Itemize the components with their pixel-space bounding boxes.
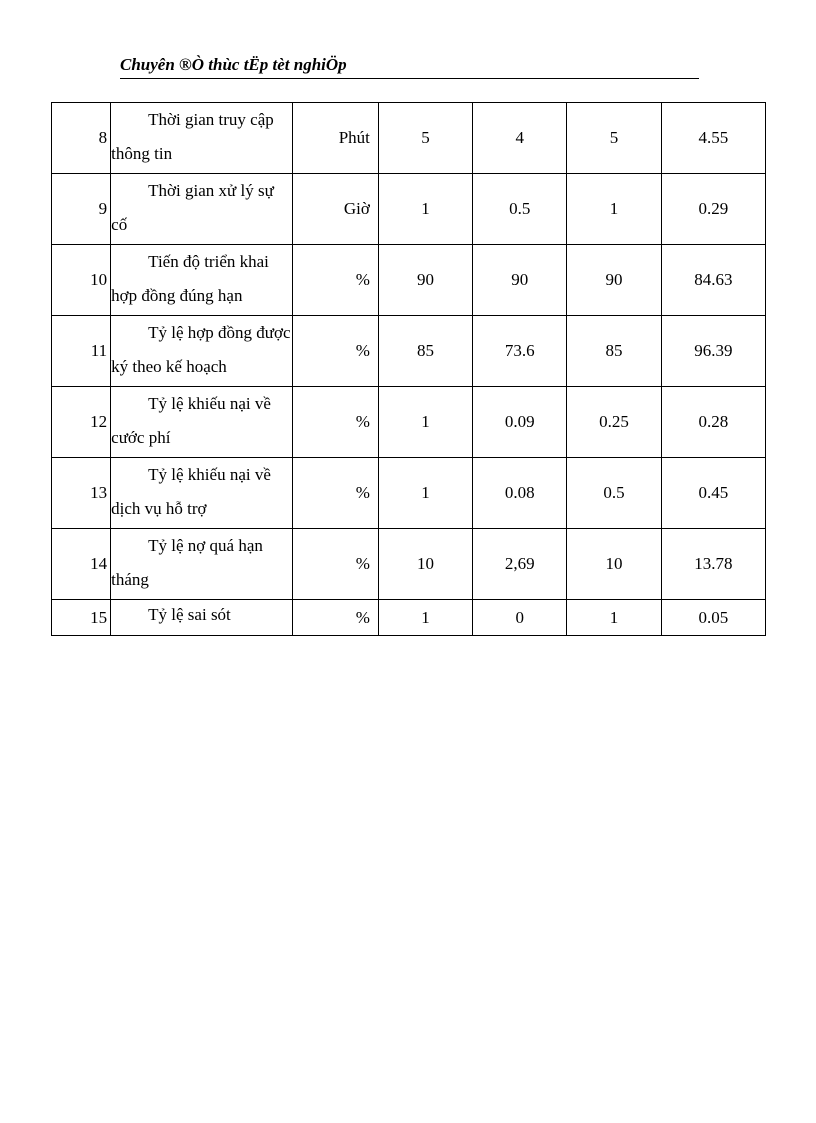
value-cell: 85: [378, 316, 472, 387]
value-cell: 0.05: [661, 600, 765, 636]
table-row: [52, 245, 766, 316]
value-cell: 0.5: [567, 458, 661, 529]
indicator-name: Thời gian truy cập thông tin: [111, 110, 274, 163]
unit-cell: %: [292, 600, 378, 636]
value-cell: 0.5: [473, 174, 567, 245]
value-cell: 84.63: [661, 245, 765, 316]
value-cell: 96.39: [661, 316, 765, 387]
page-header: [120, 52, 699, 79]
row-number: 12: [52, 387, 111, 458]
value-cell: 0.09: [473, 387, 567, 458]
row-number: 9: [52, 174, 111, 245]
row-number: 15: [52, 600, 111, 636]
value-cell: 0.29: [661, 174, 765, 245]
table-row: [52, 529, 766, 600]
row-number: 13: [52, 458, 111, 529]
indicator-name: Tỷ lệ khiếu nại về cước phí: [111, 394, 271, 447]
table-row: [52, 103, 766, 174]
value-cell: 13.78: [661, 529, 765, 600]
value-cell: 85: [567, 316, 661, 387]
row-number: 11: [52, 316, 111, 387]
unit-cell: Giờ: [292, 174, 378, 245]
indicator-name: Tỷ lệ sai sót: [148, 605, 231, 624]
value-cell: 90: [567, 245, 661, 316]
value-cell: 90: [473, 245, 567, 316]
value-cell: 0.45: [661, 458, 765, 529]
value-cell: 5: [567, 103, 661, 174]
indicator-name: Thời gian xử lý sự cố: [111, 181, 274, 234]
row-number: 10: [52, 245, 111, 316]
table-row: [52, 458, 766, 529]
value-cell: 0.08: [473, 458, 567, 529]
unit-cell: %: [292, 245, 378, 316]
value-cell: 4.55: [661, 103, 765, 174]
table-row: [52, 174, 766, 245]
indicator-name: Tiến độ triển khai hợp đồng đúng hạn: [111, 252, 269, 305]
table-row: [52, 600, 766, 636]
row-number: 8: [52, 103, 111, 174]
value-cell: 1: [567, 600, 661, 636]
value-cell: 73.6: [473, 316, 567, 387]
value-cell: 1: [378, 174, 472, 245]
unit-cell: Phút: [292, 103, 378, 174]
kpi-table: [51, 102, 766, 636]
table-row: [52, 316, 766, 387]
indicator-name: Tỷ lệ nợ quá hạn tháng: [111, 536, 263, 589]
value-cell: 2,69: [473, 529, 567, 600]
value-cell: 0.28: [661, 387, 765, 458]
page-header-title: Chuyên ®Ò thùc tËp tèt nghiÖp: [120, 55, 347, 74]
indicator-name: Tỷ lệ khiếu nại về dịch vụ hỗ trợ: [111, 465, 271, 518]
unit-cell: %: [292, 529, 378, 600]
table-row: [52, 387, 766, 458]
value-cell: 90: [378, 245, 472, 316]
unit-cell: %: [292, 387, 378, 458]
value-cell: 1: [378, 387, 472, 458]
value-cell: 4: [473, 103, 567, 174]
value-cell: 5: [378, 103, 472, 174]
value-cell: 1: [567, 174, 661, 245]
unit-cell: %: [292, 316, 378, 387]
value-cell: 1: [378, 458, 472, 529]
value-cell: 10: [378, 529, 472, 600]
value-cell: 10: [567, 529, 661, 600]
value-cell: 0.25: [567, 387, 661, 458]
value-cell: 0: [473, 600, 567, 636]
value-cell: 1: [378, 600, 472, 636]
unit-cell: %: [292, 458, 378, 529]
indicator-name: Tỷ lệ hợp đồng được ký theo kế hoạch: [111, 323, 291, 376]
row-number: 14: [52, 529, 111, 600]
